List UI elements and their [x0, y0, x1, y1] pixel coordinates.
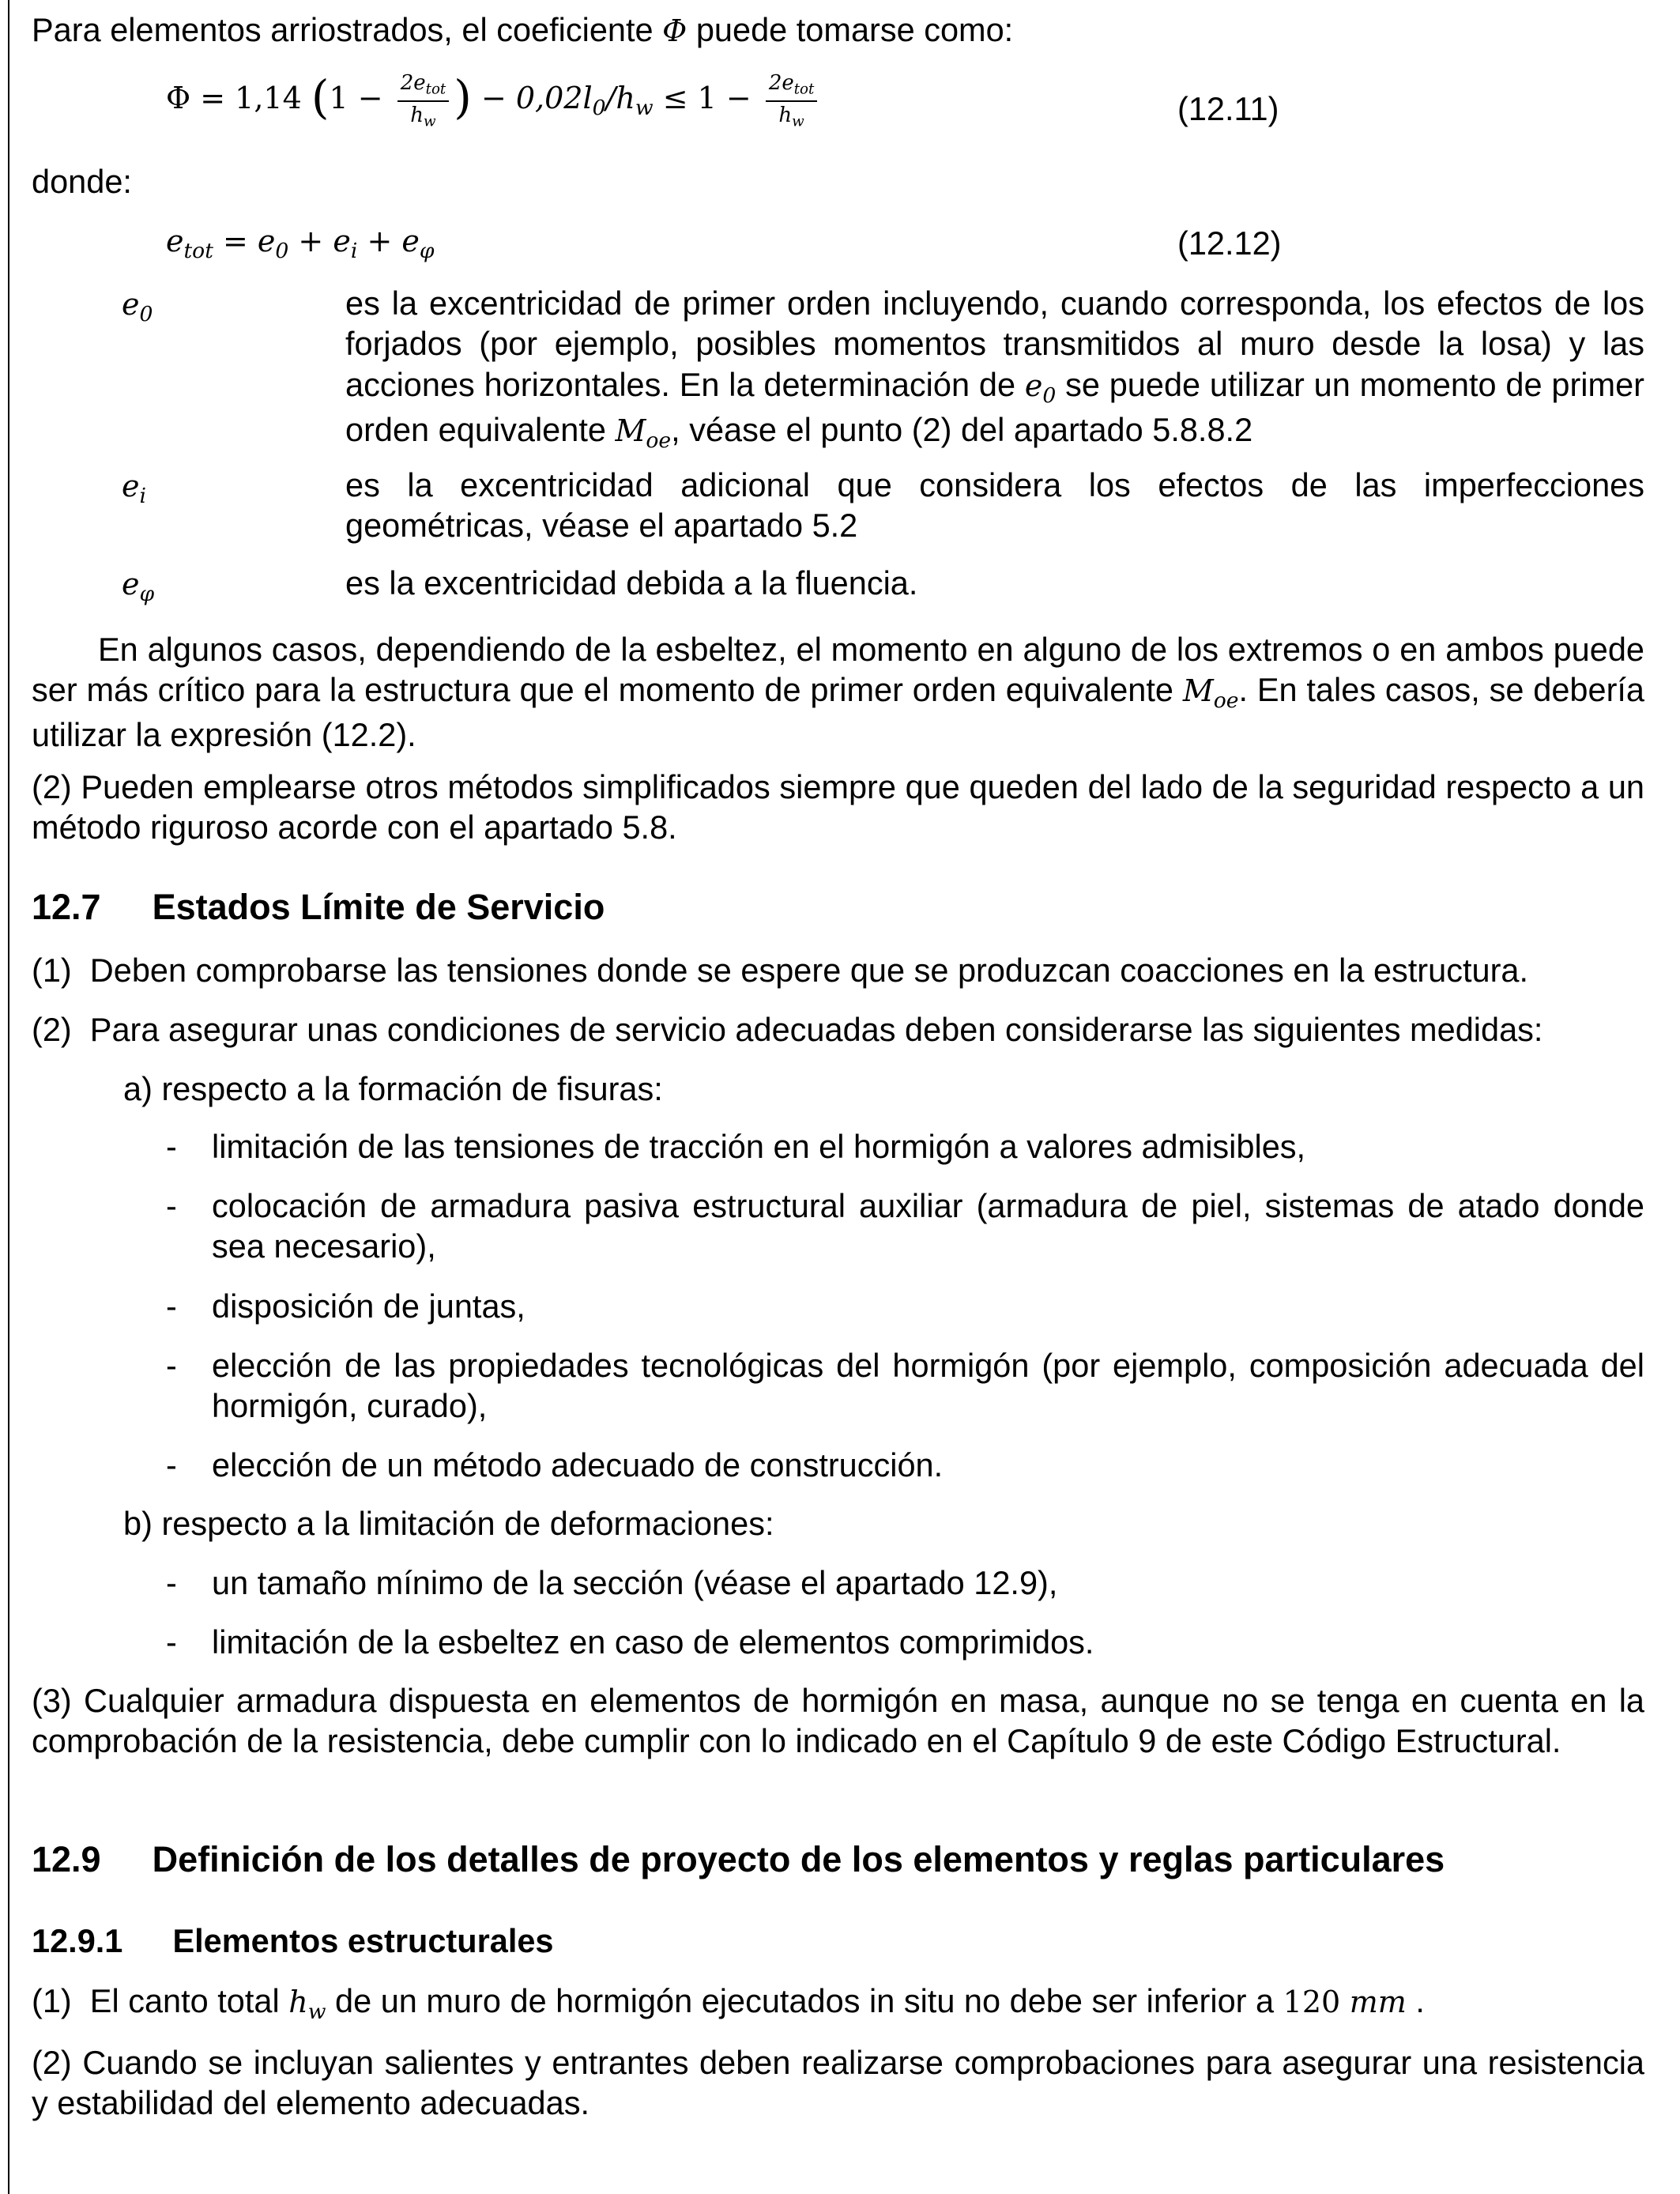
- list-a-header: a) respecto a la formación de fisuras:: [123, 1070, 663, 1107]
- s1291-paragraph-1: (1) El canto total $h_w$ de un muro de hormigón ejecutados in situ no debe ser inferior a 120 mm .: [32, 1982, 1425, 2024]
- paragraph-2-metodos: (2) Pueden emplearse otros métodos simplificados siempre que queden del lado de la seguridad respecto a un método riguroso acorde con el apartado 5.8.: [32, 768, 1644, 846]
- subsection-heading-12-9-1: [32, 1921, 554, 1961]
- list-a-item: limitación de las tensiones de tracción en el hormigón a valores admisibles,: [212, 1128, 1306, 1165]
- definition-symbol-ei: $e_i$: [122, 469, 147, 508]
- definition-symbol-ephi: $e_\varphi$: [122, 567, 155, 606]
- bullet-dash: -: [166, 1347, 177, 1384]
- eq-12-11-fraction-2: $\frac{2e_{tot}}{h_w}$: [766, 70, 818, 130]
- list-a-item: colocación de armadura pasiva estructural auxiliar (armadura de piel, sistemas de atado donde sea necesario),: [212, 1187, 1644, 1265]
- phi-symbol: Φ: [662, 13, 687, 48]
- definition-text-ei: es la excentricidad adicional que considera los efectos de las imperfecciones geométricas, véase el apartado 5.2: [345, 466, 1644, 545]
- bullet-dash: -: [166, 1287, 177, 1325]
- s1291-paragraph-2: (2) Cuando se incluyan salientes y entrantes deben realizarse comprobaciones para asegurar una resistencia y estabilidad del elemento adecuadas.: [32, 2044, 1644, 2122]
- bullet-dash: -: [166, 1446, 177, 1483]
- section-title: Estados Límite de Servicio: [152, 887, 605, 927]
- paragraph-algunos-casos: En algunos casos, dependiendo de la esbeltez, el momento en alguno de los extremos o en ambos puede ser más crítico para la estructura que el momento de primer orden equivalente $M_{oe}$. En tales casos, se debería utilizar la expresión (12.2).: [32, 631, 1645, 754]
- section-number: 12.7: [32, 887, 101, 927]
- s127-paragraph-3: (3) Cualquier armadura dispuesta en elementos de hormigón en masa, aunque no se tenga en cuenta en la comprobación de la resistencia, debe cumplir con lo indicado en el Capítulo 9 de este Código Estructural.: [32, 1682, 1644, 1760]
- definition-symbol-e0: $e_0$: [122, 287, 153, 326]
- subsection-title: Elementos estructurales: [172, 1922, 554, 1959]
- list-b-item: un tamaño mínimo de la sección (véase el apartado 12.9),: [212, 1564, 1058, 1601]
- s127-paragraph-1: (1) Deben comprobarse las tensiones donde se espere que se produzcan coacciones en la estructura.: [32, 952, 1529, 989]
- section-heading-12-7: [32, 885, 605, 929]
- eq-12-11-lhs: Φ = 1,14: [166, 81, 302, 115]
- equation-12-12: $e_{tot} = e_0 + e_i + e_\varphi$: [166, 224, 435, 263]
- eq-12-11-fraction: $\frac{2e_{tot}}{h_w}$: [397, 70, 450, 130]
- eq-number-12-12: (12.12): [1177, 224, 1282, 262]
- definition-text-e0: es la excentricidad de primer orden incluyendo, cuando corresponda, los efectos de los forjados (por ejemplo, posibles momentos transmitidos al muro desde la losa) y las acciones horizontales. En la determinación de $e_0$ se puede utilizar un momento de primer orden equivalente $M_{oe}$, véase el punto (2) del apartado 5.8.8.2: [345, 285, 1644, 453]
- list-a-item: elección de las propiedades tecnológicas del hormigón (por ejemplo, composición adecuada del hormigón, curado),: [212, 1347, 1644, 1425]
- intro-text: Para elementos arriostrados, el coeficiente: [32, 11, 654, 48]
- list-a-item: disposición de juntas,: [212, 1287, 525, 1325]
- bullet-dash: -: [166, 1623, 177, 1661]
- list-b-header: b) respecto a la limitación de deformaciones:: [123, 1505, 774, 1542]
- bullet-dash: -: [166, 1564, 177, 1601]
- list-b-item: limitación de la esbeltez en caso de elementos comprimidos.: [212, 1623, 1094, 1661]
- donde-label: donde:: [32, 163, 132, 200]
- section-number: 12.9: [32, 1839, 101, 1879]
- left-margin-rule: [8, 0, 9, 2194]
- bullet-dash: -: [166, 1128, 177, 1165]
- section-heading-12-9: [32, 1838, 1445, 1882]
- s127-paragraph-2: (2) Para asegurar unas condiciones de servicio adecuadas deben considerarse las siguientes medidas:: [32, 1011, 1543, 1048]
- list-a-item: elección de un método adecuado de construcción.: [212, 1446, 944, 1483]
- equation-12-11: Φ = 1,14 (1 − $\frac{2e_{tot}}{h_w}$ ) − $0,02l_0/h_w \le 1$ − $\frac{2e_{tot}}{h_w}$: [166, 70, 822, 131]
- bullet-dash: -: [166, 1187, 177, 1224]
- subsection-number: 12.9.1: [32, 1922, 123, 1959]
- intro-line: [32, 9, 1659, 50]
- section-title: Definición de los detalles de proyecto de los elementos y reglas particulares: [152, 1839, 1445, 1879]
- definition-text-ephi: es la excentricidad debida a la fluencia.: [345, 564, 918, 601]
- eq-number-12-11: (12.11): [1177, 90, 1279, 127]
- intro-text-end: puede tomarse como:: [695, 11, 1014, 48]
